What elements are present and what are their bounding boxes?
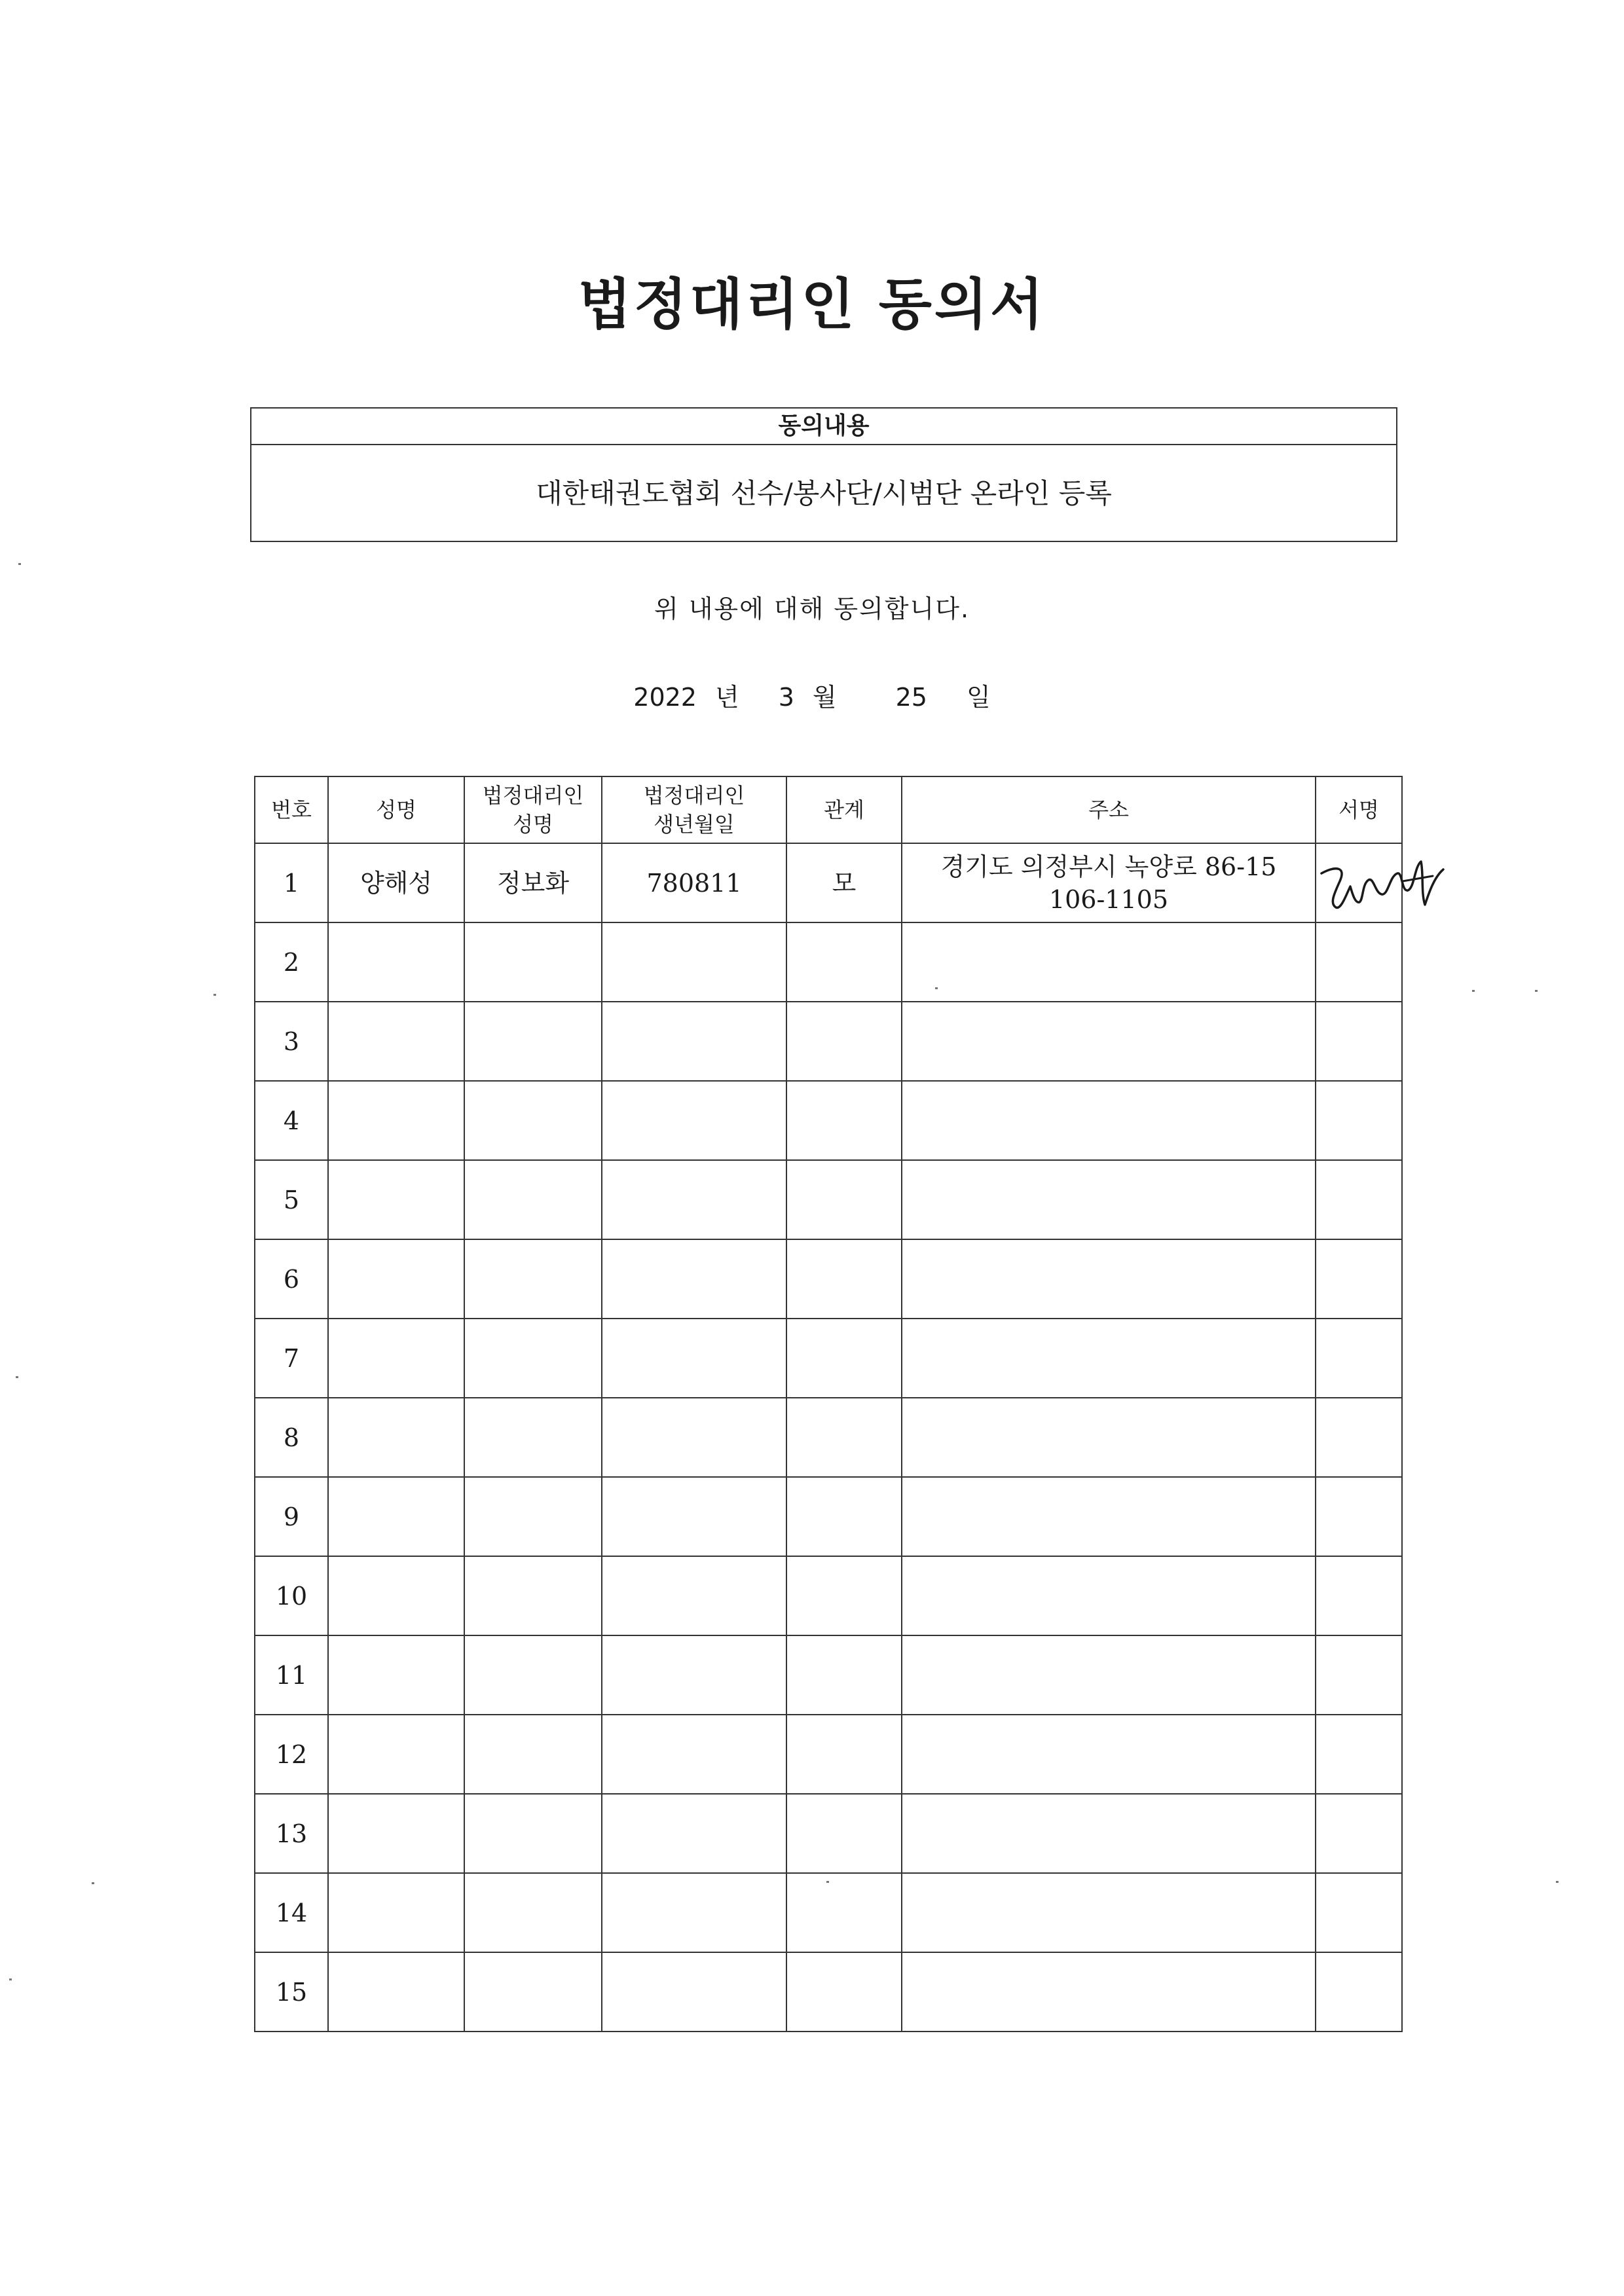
cell-signature	[1316, 1556, 1402, 1635]
header-no: 번호	[255, 776, 328, 843]
table-row	[255, 1319, 1402, 1398]
cell-guardian-birth	[602, 1002, 786, 1081]
table-row	[255, 1952, 1402, 2032]
cell-guardian-name	[464, 1398, 602, 1477]
address-line-1: 경기도 의정부시 녹양로 86-15	[940, 852, 1277, 881]
cell-guardian-name	[464, 1081, 602, 1160]
table-row	[255, 1477, 1402, 1556]
cell-guardian-name	[464, 1239, 602, 1319]
cell-address	[902, 1556, 1316, 1635]
cell-signature	[1316, 1477, 1402, 1556]
cell-address	[902, 1873, 1316, 1952]
table-row	[255, 1398, 1402, 1477]
cell-guardian-name: 정보화	[464, 843, 602, 922]
header-relation: 관계	[786, 776, 902, 843]
cell-signature	[1316, 1239, 1402, 1319]
cell-guardian-birth	[602, 1556, 786, 1635]
cell-guardian-name	[464, 1715, 602, 1794]
header-guardian-birth	[602, 776, 786, 843]
cell-guardian-birth	[602, 922, 786, 1002]
cell-name	[328, 1239, 464, 1319]
scan-speck	[935, 987, 938, 989]
date-month-unit: 월	[812, 683, 837, 712]
cell-address	[902, 1002, 1316, 1081]
table-header-row	[255, 776, 1402, 843]
cell-signature	[1316, 922, 1402, 1002]
cell-no: 15	[255, 1952, 328, 2032]
cell-address	[902, 1715, 1316, 1794]
cell-guardian-birth	[602, 1873, 786, 1952]
scan-speck	[1472, 990, 1475, 992]
scan-speck	[826, 1881, 829, 1883]
cell-signature	[1316, 1081, 1402, 1160]
cell-guardian-name	[464, 1556, 602, 1635]
header-guardian-name-line2: 성명	[513, 812, 553, 837]
scan-speck	[1556, 1881, 1559, 1883]
date-day: 25	[895, 683, 927, 712]
header-guardian-name-line1: 법정대리인	[482, 783, 584, 808]
cell-guardian-birth	[602, 1794, 786, 1873]
cell-guardian-name	[464, 1794, 602, 1873]
cell-signature	[1316, 1319, 1402, 1398]
cell-name	[328, 1556, 464, 1635]
cell-name	[328, 1160, 464, 1239]
scan-speck	[9, 1978, 12, 1980]
scan-speck	[16, 1376, 18, 1378]
table-row	[255, 1635, 1402, 1715]
cell-address	[902, 843, 1316, 922]
table-row	[255, 922, 1402, 1002]
signature-icon	[1316, 847, 1447, 919]
cell-address	[902, 1160, 1316, 1239]
agree-statement: 위 내용에 대해 동의합니다.	[654, 594, 970, 623]
cell-guardian-birth	[602, 1160, 786, 1239]
date-day-unit: 일	[966, 683, 991, 712]
cell-guardian-name	[464, 1477, 602, 1556]
cell-guardian-birth	[602, 1081, 786, 1160]
cell-guardian-name	[464, 1635, 602, 1715]
cell-name	[328, 1081, 464, 1160]
scan-speck	[18, 563, 21, 565]
cell-relation	[786, 1952, 902, 2032]
cell-name	[328, 1873, 464, 1952]
header-signature: 서명	[1316, 776, 1402, 843]
cell-relation	[786, 1635, 902, 1715]
cell-relation	[786, 1556, 902, 1635]
cell-name	[328, 1952, 464, 2032]
cell-name	[328, 1319, 464, 1398]
header-name: 성명	[328, 776, 464, 843]
cell-address	[902, 1635, 1316, 1715]
cell-no: 10	[255, 1556, 328, 1635]
cell-guardian-birth	[602, 1477, 786, 1556]
cell-name	[328, 1715, 464, 1794]
cell-guardian-birth: 780811	[602, 843, 786, 922]
cell-relation	[786, 1794, 902, 1873]
date-year-unit: 년	[715, 683, 739, 712]
table-row	[255, 1873, 1402, 1952]
cell-signature	[1316, 1160, 1402, 1239]
cell-guardian-birth	[602, 1319, 786, 1398]
cell-signature	[1316, 1952, 1402, 2032]
table-row	[255, 843, 1402, 922]
registration-table	[254, 776, 1403, 2032]
cell-relation	[786, 922, 902, 1002]
cell-signature	[1316, 1635, 1402, 1715]
cell-no: 7	[255, 1319, 328, 1398]
cell-address	[902, 1319, 1316, 1398]
table-row	[255, 1556, 1402, 1635]
scan-speck	[1535, 990, 1538, 992]
cell-relation	[786, 1477, 902, 1556]
cell-guardian-name	[464, 1319, 602, 1398]
consent-date	[0, 678, 1624, 717]
table-row	[255, 1794, 1402, 1873]
cell-name	[328, 922, 464, 1002]
cell-guardian-birth	[602, 1715, 786, 1794]
cell-relation	[786, 1160, 902, 1239]
date-month: 3	[778, 683, 794, 712]
header-guardian-birth-line2: 생년월일	[654, 812, 735, 837]
table-row	[255, 1081, 1402, 1160]
cell-address	[902, 1398, 1316, 1477]
cell-relation	[786, 1239, 902, 1319]
cell-relation	[786, 1715, 902, 1794]
cell-guardian-birth	[602, 1239, 786, 1319]
table-row	[255, 1239, 1402, 1319]
cell-signature	[1316, 1398, 1402, 1477]
cell-no: 1	[255, 843, 328, 922]
cell-guardian-name	[464, 1160, 602, 1239]
cell-no: 3	[255, 1002, 328, 1081]
cell-name	[328, 1002, 464, 1081]
cell-no: 12	[255, 1715, 328, 1794]
cell-name: 양해성	[328, 843, 464, 922]
consent-content-box	[250, 407, 1397, 542]
cell-no: 13	[255, 1794, 328, 1873]
cell-signature	[1316, 1794, 1402, 1873]
cell-no: 5	[255, 1160, 328, 1239]
cell-signature	[1316, 843, 1402, 922]
cell-no: 4	[255, 1081, 328, 1160]
cell-address	[902, 1477, 1316, 1556]
cell-no: 6	[255, 1239, 328, 1319]
cell-guardian-name	[464, 1873, 602, 1952]
cell-signature	[1316, 1873, 1402, 1952]
cell-address	[902, 1952, 1316, 2032]
header-guardian-name	[464, 776, 602, 843]
consent-header: 동의내용	[251, 409, 1396, 445]
cell-guardian-birth	[602, 1635, 786, 1715]
cell-no: 2	[255, 922, 328, 1002]
cell-relation	[786, 1319, 902, 1398]
table-row	[255, 1002, 1402, 1081]
cell-signature	[1316, 1715, 1402, 1794]
cell-relation: 모	[786, 843, 902, 922]
table-row	[255, 1160, 1402, 1239]
cell-guardian-birth	[602, 1952, 786, 2032]
header-address: 주소	[902, 776, 1316, 843]
cell-guardian-name	[464, 1002, 602, 1081]
scan-speck	[92, 1882, 94, 1884]
header-guardian-birth-line1: 법정대리인	[643, 783, 745, 808]
cell-relation	[786, 1873, 902, 1952]
consent-body: 대한태권도협회 선수/봉사단/시범단 온라인 등록	[536, 477, 1112, 509]
cell-name	[328, 1635, 464, 1715]
cell-relation	[786, 1002, 902, 1081]
cell-address	[902, 922, 1316, 1002]
cell-relation	[786, 1081, 902, 1160]
document-title: 법정대리인 동의서	[578, 272, 1046, 337]
table-row	[255, 1715, 1402, 1794]
scan-speck	[213, 994, 216, 996]
cell-no: 11	[255, 1635, 328, 1715]
cell-address	[902, 1239, 1316, 1319]
cell-relation	[786, 1398, 902, 1477]
cell-guardian-birth	[602, 1398, 786, 1477]
cell-address	[902, 1794, 1316, 1873]
cell-address	[902, 1081, 1316, 1160]
cell-name	[328, 1794, 464, 1873]
cell-name	[328, 1398, 464, 1477]
cell-signature	[1316, 1002, 1402, 1081]
cell-guardian-name	[464, 922, 602, 1002]
cell-guardian-name	[464, 1952, 602, 2032]
cell-no: 14	[255, 1873, 328, 1952]
date-year: 2022	[633, 683, 697, 712]
cell-name	[328, 1477, 464, 1556]
cell-no: 9	[255, 1477, 328, 1556]
cell-no: 8	[255, 1398, 328, 1477]
address-line-2: 106-1105	[1048, 884, 1169, 914]
